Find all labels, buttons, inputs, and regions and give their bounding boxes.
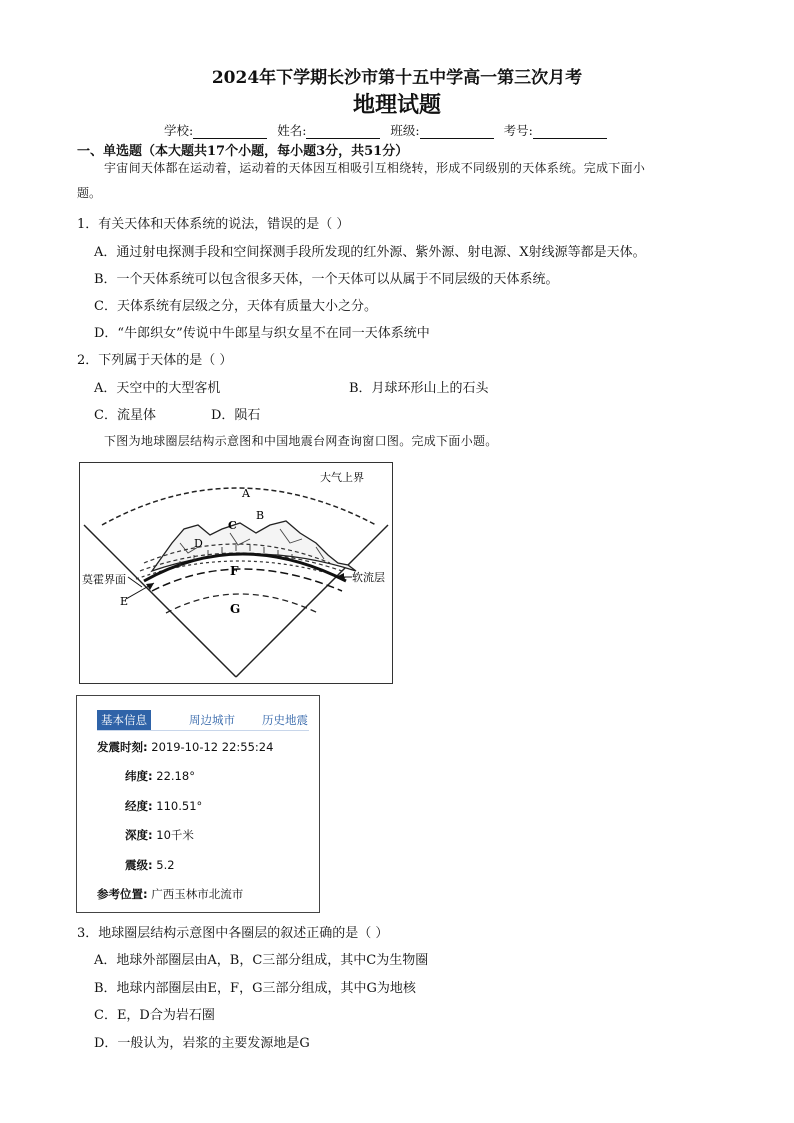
latitude-key: 纬度:	[125, 769, 153, 783]
row-time	[97, 739, 273, 755]
question-2-option-d: D．陨石	[211, 408, 261, 423]
earth-layers-figure	[79, 462, 393, 684]
label-g: G	[230, 602, 241, 616]
asthenosphere-pointer-arrow	[336, 573, 344, 581]
student-info-line	[164, 121, 613, 139]
tab-history[interactable]: 历史地震	[262, 713, 308, 727]
school-blank	[193, 126, 267, 139]
moho-pointer-line	[128, 577, 142, 587]
row-location	[97, 886, 243, 902]
question-2-option-b: B．月球环形山上的石头	[349, 381, 489, 396]
exam-number-label: 考号:	[503, 123, 533, 138]
intro-text-2: 下图为地球圈层结构示意图和中国地震台网查询窗口图。完成下面小题。	[104, 434, 498, 448]
tab-underline	[97, 730, 309, 731]
asthenosphere-line	[152, 569, 342, 591]
name-blank	[306, 126, 380, 139]
label-upper-boundary: 大气上界	[320, 471, 364, 484]
label-d: D	[194, 537, 203, 550]
tab-basic-info[interactable]: 基本信息	[97, 710, 151, 730]
time-value: 2019-10-12 22:55:24	[151, 740, 274, 754]
question-3-option-a: A．地球外部圈层由A，B，C三部分组成，其中C为生物圈	[94, 953, 429, 968]
depth-key: 深度:	[125, 828, 153, 842]
magnitude-key: 震级:	[125, 858, 153, 872]
longitude-value: 110.51°	[156, 799, 203, 813]
mantle-core-boundary	[166, 594, 318, 613]
location-value: 广西玉林市北流市	[151, 887, 244, 901]
question-1-option-b: B．一个天体系统可以包含很多天体，一个天体可以从属于不同层级的天体系统。	[94, 272, 559, 287]
depth-value: 10千米	[156, 828, 194, 842]
subject-title: 地理试题	[352, 93, 441, 118]
school-label: 学校:	[164, 123, 194, 138]
name-label: 姓名:	[277, 123, 307, 138]
intro-text-1: 宇宙间天体都在运动着，运动着的天体因互相吸引互相绕转，形成不同级别的天体系统。完成下面小	[104, 161, 646, 175]
label-asthenosphere: 软流层	[352, 571, 385, 584]
location-key: 参考位置:	[97, 887, 148, 901]
latitude-value: 22.18°	[156, 769, 195, 783]
question-1-stem: 1．有关天体和天体系统的说法，错误的是（ ）	[77, 217, 350, 232]
section-heading: 一、单选题（本大题共17个小题，每小题3分，共51分）	[77, 144, 409, 159]
exam-number-blank	[533, 126, 607, 139]
question-3-option-c: C．E，D合为岩石圈	[94, 1008, 215, 1023]
question-2-option-a: A．天空中的大型客机	[94, 381, 221, 396]
label-c: C	[228, 519, 237, 532]
longitude-key: 经度:	[125, 799, 153, 813]
question-1-option-d: D．“牛郎织女”传说中牛郎星与织女星不在同一天体系统中	[94, 326, 430, 341]
label-a: A	[242, 487, 250, 500]
magnitude-value: 5.2	[156, 858, 175, 872]
class-blank	[420, 126, 494, 139]
question-1-option-c: C．天体系统有层级之分，天体有质量大小之分。	[94, 299, 377, 314]
label-b: B	[256, 509, 265, 522]
time-key: 发震时刻:	[97, 740, 148, 754]
label-moho: 莫霍界面	[82, 573, 126, 586]
earth-layers-diagram	[80, 463, 392, 683]
intro-text-1-cont: 题。	[77, 186, 102, 200]
row-depth	[125, 827, 194, 843]
class-label: 班级:	[390, 123, 420, 138]
earthquake-query-window	[76, 695, 320, 913]
question-2-option-c: C．流星体	[94, 408, 156, 423]
tab-nearby-cities[interactable]: 周边城市	[189, 713, 235, 727]
question-3-stem: 3．地球圈层结构示意图中各圈层的叙述正确的是（ ）	[77, 926, 389, 941]
row-magnitude	[125, 857, 175, 873]
row-latitude	[125, 768, 195, 784]
label-f: F	[230, 564, 239, 578]
exam-title: 2024年下学期长沙市第十五中学高一第三次月考	[211, 68, 583, 88]
question-1-option-a: A．通过射电探测手段和空间探测手段所发现的红外源、紫外源、射电源、X射线源等都是天体。	[94, 245, 646, 260]
upper-atmosphere-boundary	[102, 488, 376, 525]
question-3-option-d: D．一般认为，岩浆的主要发源地是G	[94, 1036, 310, 1051]
label-e: E	[120, 595, 129, 608]
question-2-stem: 2．下列属于天体的是（ ）	[77, 353, 233, 368]
row-longitude	[125, 798, 202, 814]
question-3-option-b: B．地球内部圈层由E，F，G三部分组成，其中G为地核	[94, 981, 416, 996]
